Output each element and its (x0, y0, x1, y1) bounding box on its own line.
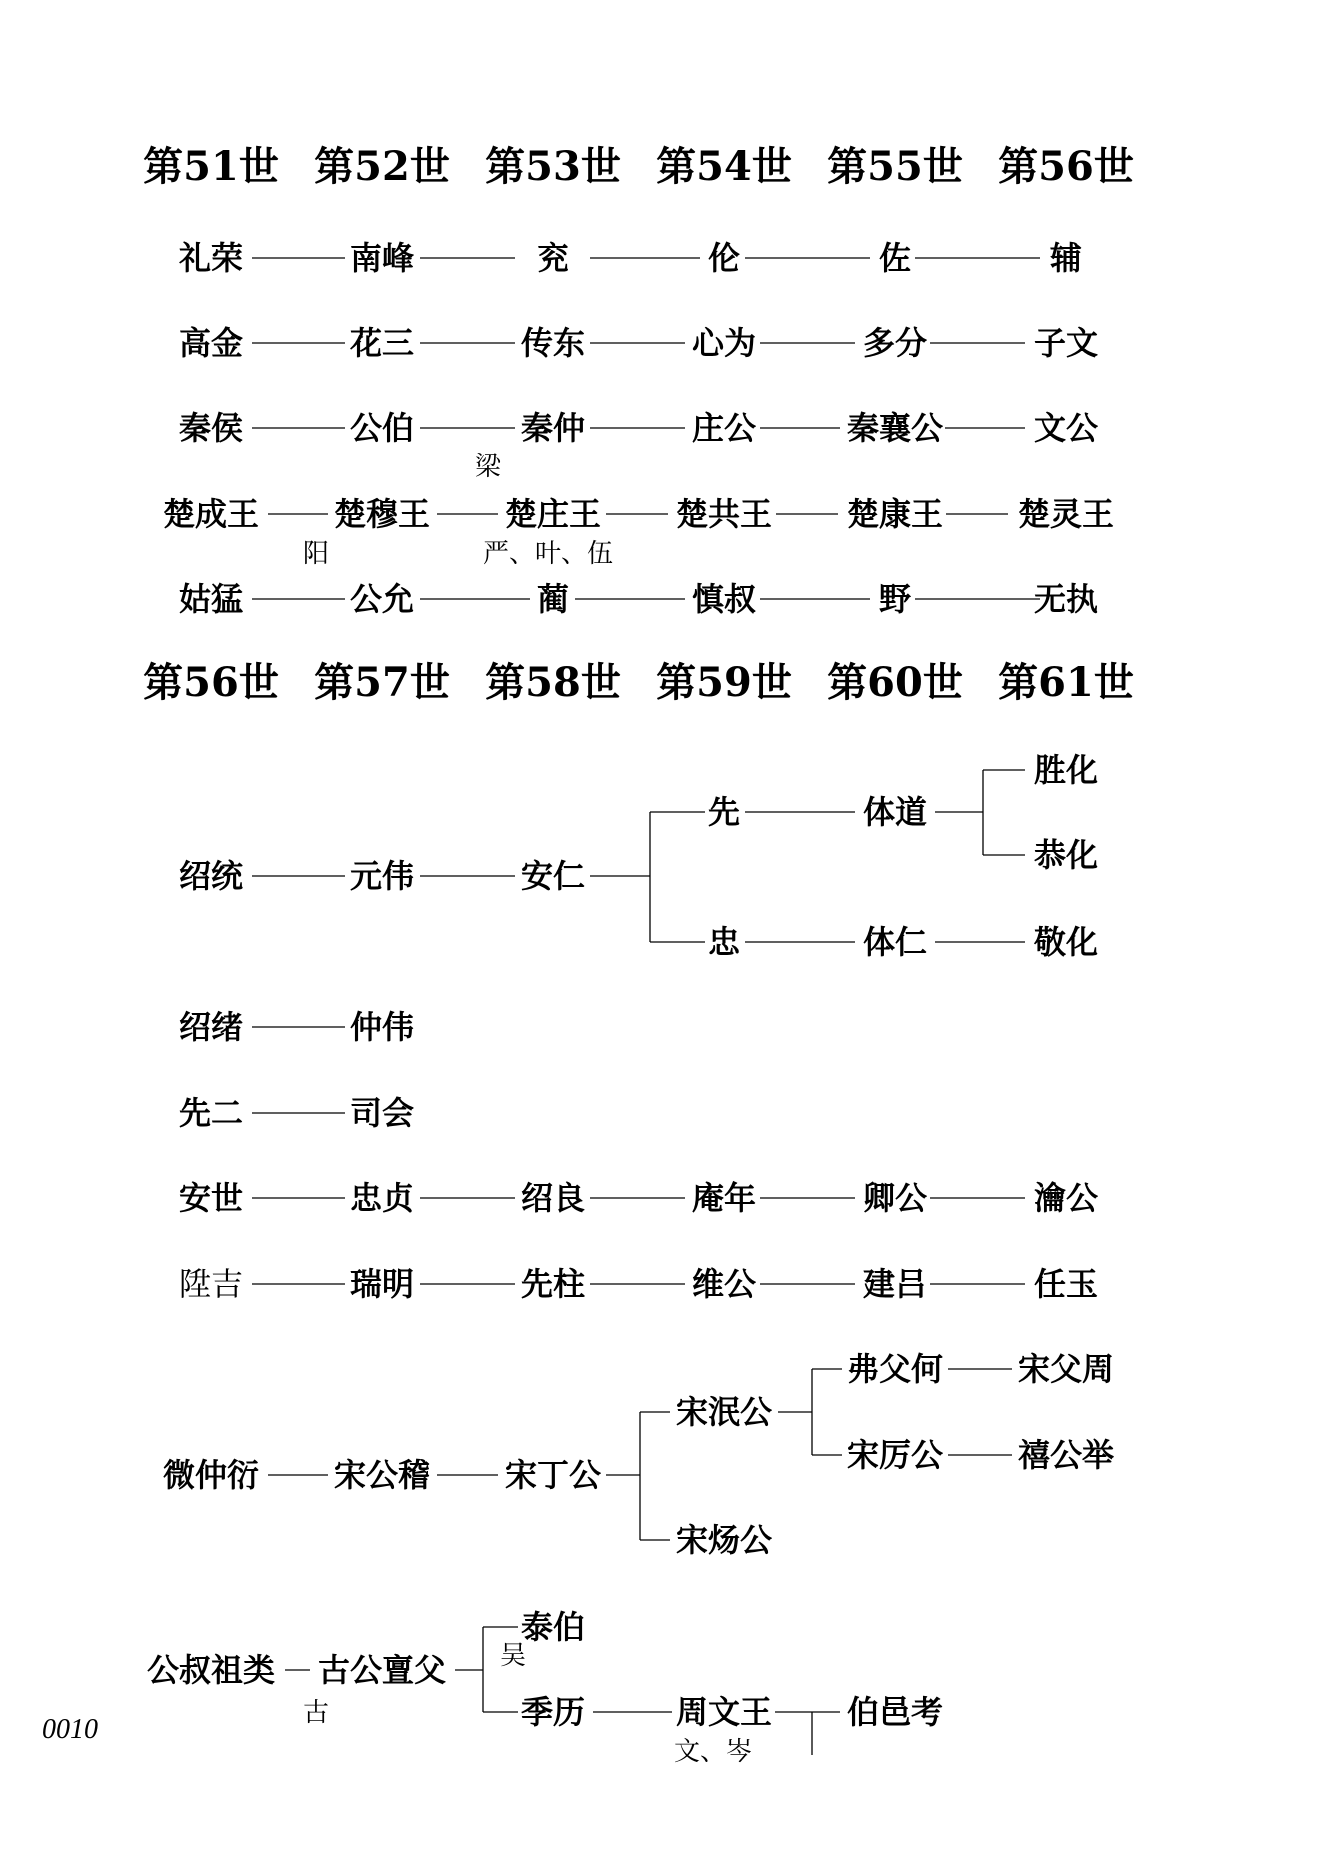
generation-header: 第54世 (656, 143, 792, 190)
person-name: 安仁 (520, 857, 586, 895)
person-name: 楚康王 (846, 495, 944, 533)
person-name: 先二 (178, 1094, 244, 1132)
person-name: 先 (707, 793, 741, 831)
person-name: 楚穆王 (333, 495, 431, 533)
person-name: 司会 (349, 1094, 415, 1132)
person-name: 敬化 (1033, 923, 1099, 961)
person-name: 体道 (862, 793, 928, 831)
person-name: 秦侯 (178, 409, 244, 447)
generation-header: 第57世 (314, 659, 450, 706)
person-name: 宋炀公 (675, 1521, 773, 1559)
generation-header: 第56世 (143, 659, 279, 706)
person-name: 弗父何 (846, 1350, 944, 1388)
person-name: 礼荣 (178, 239, 244, 277)
generation-header: 第51世 (143, 143, 279, 190)
generation-header: 第58世 (485, 659, 621, 706)
person-name: 文公 (1033, 409, 1099, 447)
generation-header: 第59世 (656, 659, 792, 706)
person-name: 瀹公 (1033, 1179, 1099, 1217)
person-name: 体仁 (862, 923, 928, 961)
person-name: 元伟 (349, 857, 415, 895)
person-name: 宋父周 (1017, 1350, 1115, 1388)
person-name: 微仲衍 (162, 1456, 260, 1494)
side-note: 吴 (499, 1641, 527, 1671)
person-name: 蔺 (536, 580, 570, 618)
person-name: 楚庄王 (504, 495, 602, 533)
person-name: 传东 (520, 324, 586, 362)
person-name: 野 (878, 580, 912, 618)
person-name: 卿公 (862, 1179, 928, 1217)
side-note: 文、岑 (673, 1737, 753, 1767)
person-name: 姑猛 (178, 580, 244, 618)
rows-section-2 (252, 1027, 1025, 1284)
page-number: 0010 (42, 1714, 98, 1745)
person-name: 宋丁公 (504, 1456, 602, 1494)
person-name: 秦仲 (520, 409, 586, 447)
person-name: 南峰 (349, 239, 415, 277)
person-name: 宋公稽 (333, 1456, 431, 1494)
generation-header: 第55世 (827, 143, 963, 190)
person-name: 高金 (178, 324, 244, 362)
person-name: 绍良 (520, 1179, 586, 1217)
person-name: 楚灵王 (1017, 495, 1115, 533)
person-name: 周文王 (675, 1693, 773, 1731)
generation-header: 第53世 (485, 143, 621, 190)
person-name: 楚共王 (675, 495, 773, 533)
person-name: 建吕 (862, 1265, 928, 1303)
person-name: 兖 (536, 239, 570, 277)
side-note: 阳 (302, 539, 330, 569)
person-name: 季历 (520, 1693, 586, 1731)
person-name: 任玉 (1033, 1265, 1099, 1303)
person-name: 宋泯公 (675, 1393, 773, 1431)
person-name: 绍统 (178, 857, 244, 895)
person-name: 多分 (862, 324, 928, 362)
person-name: 辅 (1049, 239, 1083, 277)
side-note: 梁 (474, 452, 502, 482)
person-name: 绍绪 (178, 1008, 244, 1046)
generation-header: 第52世 (314, 143, 450, 190)
person-name: 忠 (707, 923, 741, 961)
person-name: 泰伯 (520, 1608, 586, 1646)
person-name: 胜化 (1033, 751, 1099, 789)
tree-c-lines (285, 1627, 840, 1755)
person-name: 伦 (707, 239, 741, 277)
generation-header: 第56世 (998, 143, 1134, 190)
person-name: 忠贞 (349, 1179, 415, 1217)
person-name: 心为 (691, 324, 757, 362)
person-name: 伯邑考 (846, 1693, 944, 1731)
person-name: 公允 (349, 580, 415, 618)
generation-header: 第60世 (827, 659, 963, 706)
person-name: 公伯 (349, 409, 415, 447)
person-name: 维公 (691, 1265, 757, 1303)
side-note: 古 (302, 1698, 330, 1728)
person-name: 无执 (1033, 580, 1099, 618)
person-name: 先柱 (520, 1265, 586, 1303)
person-name: 公叔祖类 (146, 1651, 276, 1689)
person-name: 秦襄公 (846, 409, 944, 447)
generation-header: 第61世 (998, 659, 1134, 706)
person-name: 庵年 (691, 1179, 757, 1217)
person-name: 慎叔 (691, 580, 757, 618)
person-name: 恭化 (1033, 836, 1099, 874)
person-name: 仲伟 (349, 1008, 415, 1046)
person-name: 子文 (1033, 324, 1099, 362)
person-name: 禧公举 (1017, 1436, 1115, 1474)
person-name: 瑞明 (349, 1265, 415, 1303)
person-name: 古公亶父 (317, 1651, 447, 1689)
person-name: 庄公 (691, 409, 757, 447)
person-name: 宋厉公 (846, 1436, 944, 1474)
side-note: 严、叶、伍 (482, 539, 614, 569)
person-name: 楚成王 (162, 495, 260, 533)
person-name: 陞吉 (178, 1265, 244, 1303)
person-name: 花三 (349, 324, 415, 362)
person-name: 佐 (878, 239, 912, 277)
person-name: 安世 (178, 1179, 244, 1217)
